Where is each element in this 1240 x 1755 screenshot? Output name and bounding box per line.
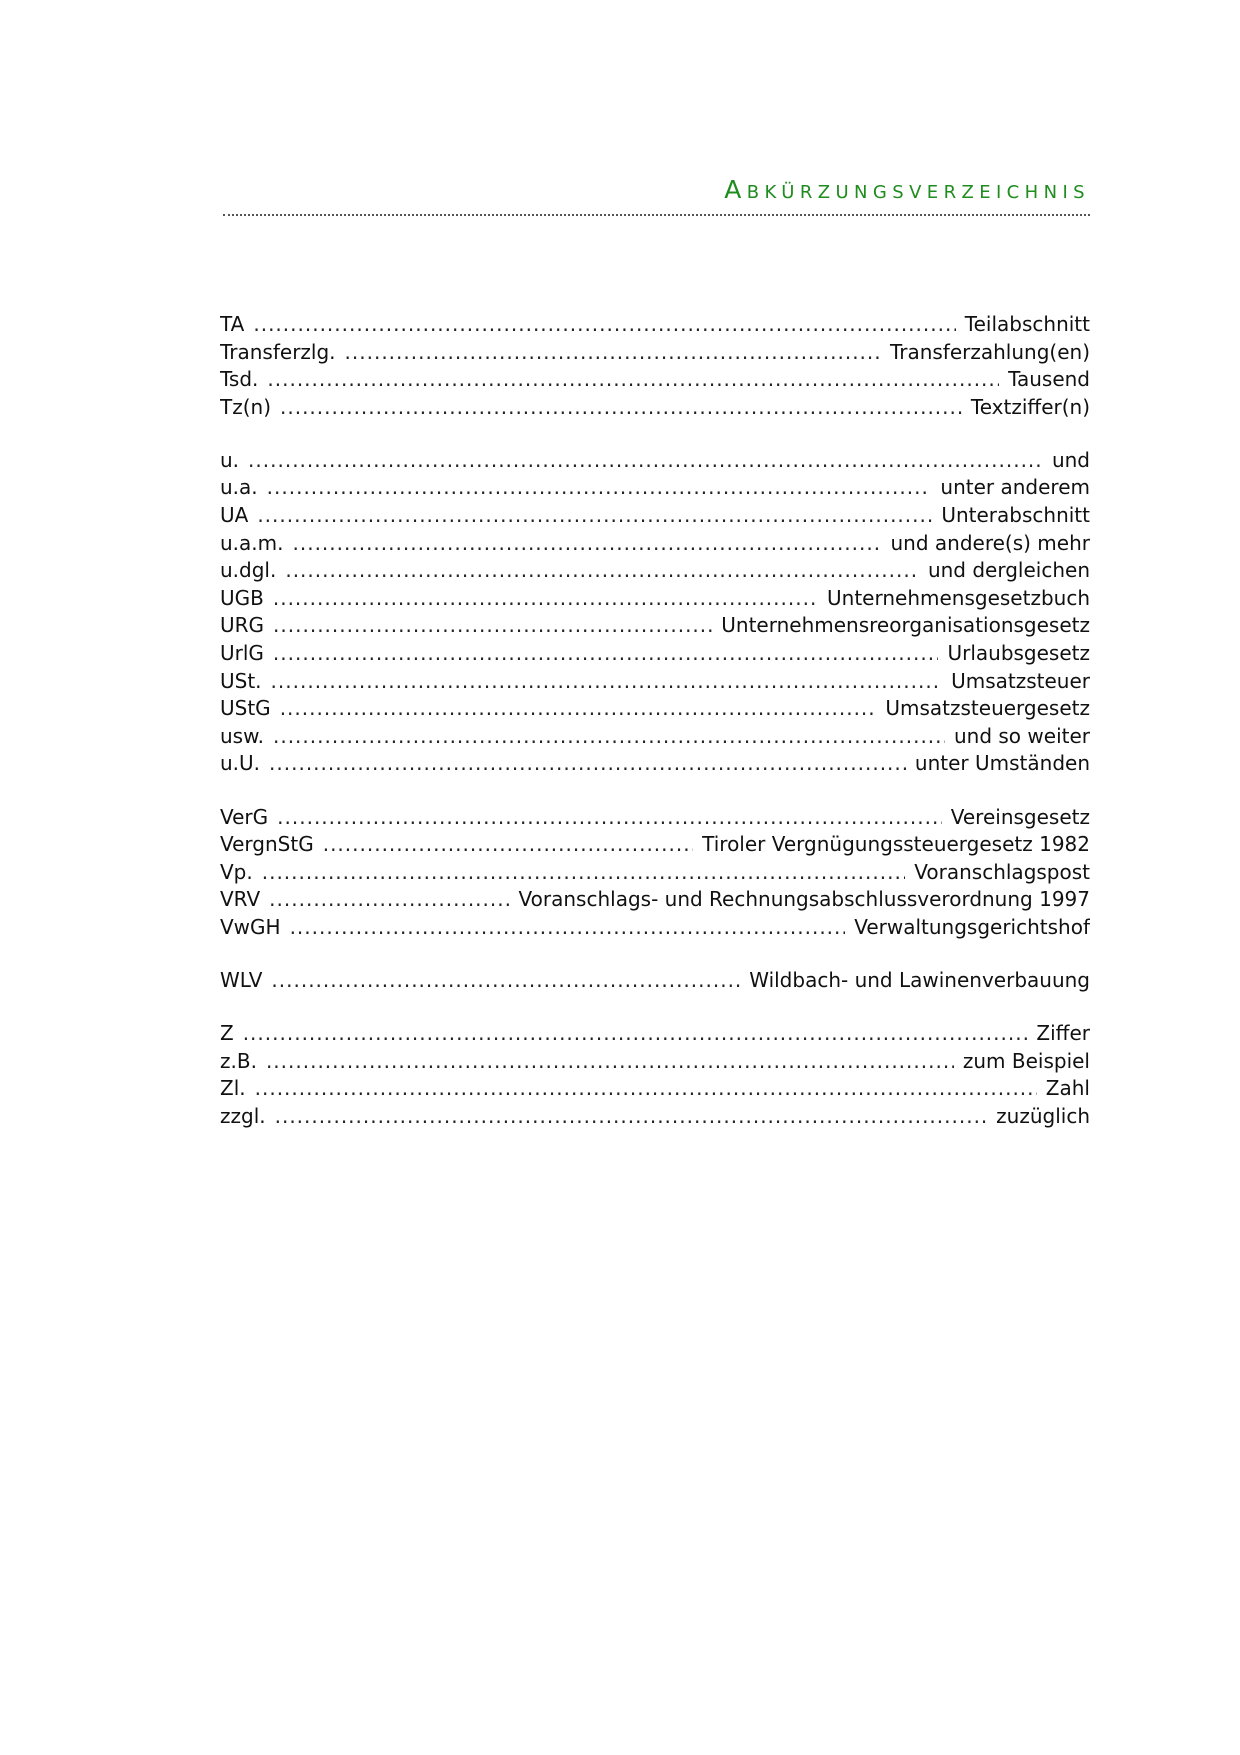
abbreviation: Zl. [220,1076,246,1101]
abbreviation-meaning: Textziffer(n) [970,394,1090,419]
dot-leader [262,859,906,887]
abbreviation-meaning: Wildbach- und Lawinenverbauung [749,967,1090,992]
abbreviation-meaning: und dergleichen [927,558,1090,583]
abbreviation: VerG [220,804,269,829]
abbreviation-entry [220,886,1090,914]
abbreviation-entry [220,859,1090,887]
abbreviation: VwGH [220,914,281,939]
abbreviation: WLV [220,967,263,992]
abbreviation-entry [220,668,1090,696]
abbreviation-meaning: zuzüglich [996,1103,1090,1128]
abbreviation-meaning: Tausend [1008,367,1090,392]
abbreviation-entry [220,723,1090,751]
abbreviation-group [220,804,1090,942]
abbreviation-group [220,447,1090,778]
dot-leader [285,557,919,585]
dot-leader [253,311,955,339]
abbreviation-group [220,311,1090,421]
abbreviation: Transferzlg. [220,339,336,364]
abbreviation-entry [220,1103,1090,1131]
page-title [724,175,1090,205]
dot-leader [266,1048,954,1076]
abbreviation: u.a.m. [220,530,284,555]
abbreviation-group [220,1020,1090,1130]
dot-leader [255,1075,1037,1103]
abbreviation-meaning: Voranschlags- und Rechnungsabschlussverordnung 1997 [518,887,1090,912]
abbreviation-entry [220,695,1090,723]
dot-leader [273,640,939,668]
page-title-rest: BKÜRZUNGSVERZEICHNIS [746,182,1090,203]
abbreviation: UStG [220,696,271,721]
abbreviation-entry [220,339,1090,367]
dot-leader [280,695,877,723]
abbreviation-group [220,967,1090,995]
abbreviation: Tsd. [220,367,259,392]
abbreviation-meaning: unter Umständen [914,751,1090,776]
dot-leader [248,447,1043,475]
abbreviation-meaning: und [1051,447,1090,472]
abbreviation-meaning: Umsatzsteuergesetz [885,696,1090,721]
abbreviation-meaning: unter anderem [940,475,1090,500]
abbreviation: USt. [220,668,262,693]
dot-leader [273,723,945,751]
abbreviation-meaning: Unternehmensreorganisationsgesetz [721,613,1090,638]
dot-leader [267,366,999,394]
abbreviation-entry [220,612,1090,640]
abbreviation-entry [220,366,1090,394]
abbreviation-entry [220,585,1090,613]
abbreviation: usw. [220,723,264,748]
abbreviation-entry [220,530,1090,558]
abbreviation: VergnStG [220,832,314,857]
abbreviation-entry [220,311,1090,339]
abbreviation: u.dgl. [220,558,277,583]
abbreviation-meaning: Urlaubsgesetz [947,641,1090,666]
abbreviation-list [220,311,1090,1156]
abbreviation-entry [220,831,1090,859]
abbreviation-meaning: zum Beispiel [962,1048,1090,1073]
abbreviation-meaning: Teilabschnitt [964,312,1090,336]
abbreviation: u. [220,447,240,472]
abbreviation-entry [220,557,1090,585]
abbreviation-entry [220,447,1090,475]
abbreviation: zzgl. [220,1103,266,1128]
page-header [223,175,1090,216]
abbreviation-entry [220,804,1090,832]
abbreviation: TA [220,312,245,336]
dot-leader [273,612,712,640]
dot-leader [277,804,942,832]
abbreviation: z.B. [220,1048,257,1073]
dot-leader [257,502,932,530]
abbreviation-meaning: Verwaltungsgerichtshof [854,914,1090,939]
abbreviation: UGB [220,585,264,610]
dot-leader [293,530,882,558]
abbreviation: Z [220,1021,234,1046]
abbreviation-meaning: Transferzahlung(en) [889,339,1090,364]
abbreviation-entry [220,1048,1090,1076]
abbreviation: u.a. [220,475,258,500]
dot-leader [280,394,962,422]
abbreviation-entry [220,502,1090,530]
abbreviation-entry [220,1020,1090,1048]
abbreviation-entry [220,640,1090,668]
dot-leader [273,585,818,613]
abbreviation-meaning: Vereinsgesetz [950,804,1090,829]
abbreviation-meaning: Umsatzsteuer [951,668,1090,693]
dot-leader [271,967,740,995]
dot-leader [275,1103,988,1131]
abbreviation-entry [220,914,1090,942]
abbreviation: UA [220,503,249,528]
abbreviation: UrlG [220,641,264,666]
dot-leader [243,1020,1028,1048]
dot-leader [269,886,509,914]
abbreviation: u.U. [220,751,261,776]
abbreviation-entry [220,750,1090,778]
abbreviation-entry [220,967,1090,995]
abbreviation: Tz(n) [220,394,271,419]
abbreviation-meaning: und andere(s) mehr [890,530,1090,555]
abbreviation: URG [220,613,265,638]
abbreviation-meaning: Zahl [1045,1076,1090,1101]
abbreviation: VRV [220,887,261,912]
abbreviation-meaning: Ziffer [1036,1021,1090,1046]
dot-leader [271,668,943,696]
abbreviation: Vp. [220,859,253,884]
dot-leader [267,474,932,502]
page-title-initial: A [724,175,747,204]
abbreviation-meaning: Voranschlagspost [914,859,1090,884]
abbreviation-meaning: Tiroler Vergnügungssteuergesetz 1982 [702,832,1090,857]
dot-leader [290,914,846,942]
abbreviation-meaning: Unternehmensgesetzbuch [827,585,1090,610]
dot-leader [269,750,906,778]
abbreviation-meaning: Unterabschnitt [941,503,1090,528]
abbreviation-entry [220,394,1090,422]
abbreviation-meaning: und so weiter [953,723,1090,748]
abbreviation-entry [220,474,1090,502]
dot-leader [323,831,693,859]
abbreviation-entry [220,1075,1090,1103]
dot-leader [345,339,881,367]
